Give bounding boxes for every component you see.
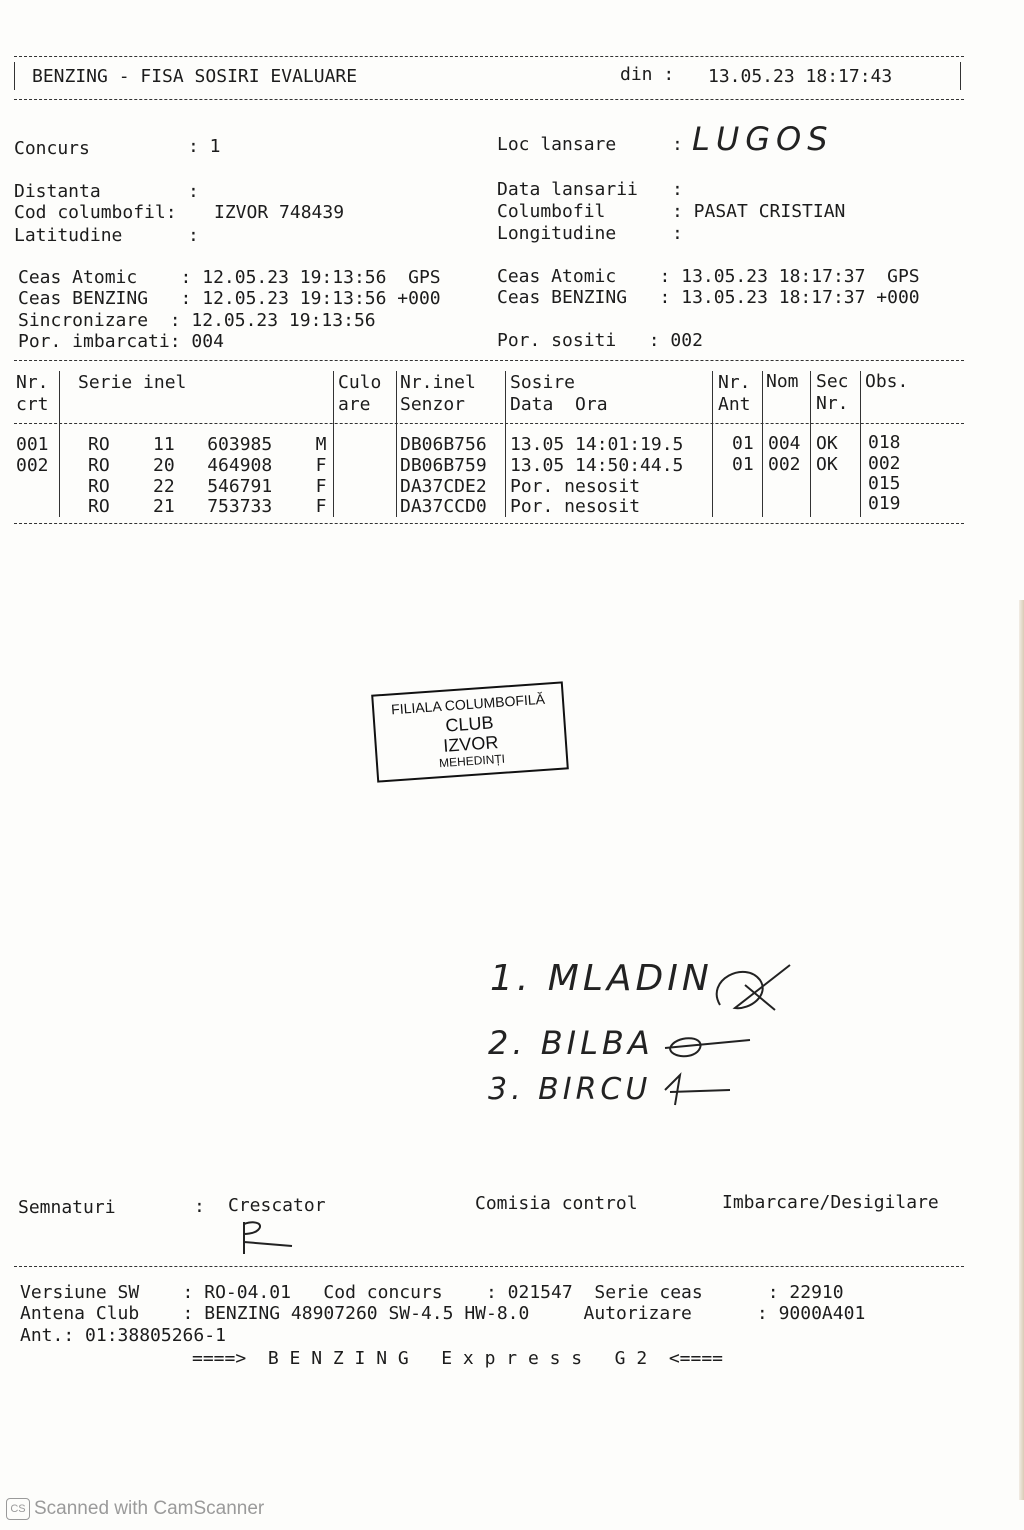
th-obs: Obs.: [865, 371, 909, 392]
cell-serie: RO 21 753733 F: [88, 496, 327, 517]
cell-senzor: DA37CDE2: [400, 476, 487, 497]
header-left-border: [14, 62, 15, 90]
columbofil-label: Columbofil: [497, 201, 606, 222]
col-sep: [333, 371, 334, 517]
th-nr: Nr.: [16, 372, 49, 393]
cell-serie: RO 22 546791 F: [88, 476, 327, 497]
th-serie-inel: Serie inel: [78, 372, 187, 393]
doc-title: BENZING - FISA SOSIRI EVALUARE: [32, 66, 358, 87]
th-sec: Sec: [816, 371, 849, 392]
table-header-border: [14, 423, 964, 424]
date-label: din :: [620, 64, 675, 85]
paper-edge: [1019, 600, 1024, 1500]
stamp-line-3: IZVOR: [442, 732, 499, 756]
cell-obs: 015: [868, 473, 901, 494]
data-lansarii-value: :: [672, 179, 683, 200]
camscanner-text: Scanned with CamScanner: [34, 1498, 265, 1520]
benzing-express-line: ====> B E N Z I N G E x p r e s s G 2 <====: [192, 1348, 724, 1369]
cell-sosire: Por. nesosit: [510, 496, 641, 517]
semnaturi-label: Semnaturi: [18, 1197, 116, 1218]
cell-obs: 019: [868, 493, 901, 514]
loc-lansare-handwritten: LUGOS: [692, 120, 834, 158]
antena-line: Antena Club : BENZING 48907260 SW-4.5 HW-8.0 Autorizare : 9000A401: [20, 1303, 866, 1324]
concurs-value: : 1: [188, 136, 221, 157]
cod-columbofil-value: IZVOR 748439: [214, 202, 345, 223]
distanta-label: Distanta: [14, 181, 101, 202]
longitudine-value: :: [672, 223, 683, 244]
stamp-line-4: MEHEDINȚI: [438, 751, 506, 771]
cell-sosire: Por. nesosit: [510, 476, 641, 497]
header-top-border: [14, 56, 964, 57]
longitudine-label: Longitudine: [497, 223, 617, 244]
cell-sec: OK: [816, 433, 838, 454]
imbarcare-label: Imbarcare/Desigilare: [722, 1192, 939, 1213]
cell-nr: 002: [16, 455, 49, 476]
th-nom: Nom: [766, 371, 799, 392]
left-ceas-benzing: Ceas BENZING : 12.05.23 19:13:56 +000: [18, 288, 441, 309]
cell-nom: 002: [768, 454, 801, 475]
cell-sec: OK: [816, 454, 838, 475]
semnaturi-colon: :: [194, 1196, 205, 1217]
loc-lansare-label: Loc lansare: [497, 134, 617, 155]
cell-senzor: DB06B759: [400, 455, 487, 476]
th-data-ora: Data Ora: [510, 394, 608, 415]
cell-senzor: DB06B756: [400, 434, 487, 455]
th-crt: crt: [16, 394, 49, 415]
crescator-signature: [236, 1218, 300, 1258]
latitudine-value: :: [188, 225, 199, 246]
club-stamp: [371, 681, 569, 782]
handwritten-item-2: 2. BILBA: [488, 1024, 654, 1062]
col-sep: [505, 371, 506, 517]
ant-line: Ant.: 01:38805266-1: [20, 1325, 226, 1346]
th-are: are: [338, 394, 371, 415]
left-ceas-atomic: Ceas Atomic : 12.05.23 19:13:56 GPS: [18, 267, 441, 288]
versiune-line: Versiune SW : RO-04.01 Cod concurs : 021547 Serie ceas : 22910: [20, 1282, 844, 1303]
col-sep: [396, 371, 397, 517]
table-bottom-border: [14, 523, 964, 524]
cell-serie: RO 20 464908 F: [88, 455, 327, 476]
comisia-label: Comisia control: [475, 1193, 638, 1214]
right-ceas-benzing: Ceas BENZING : 13.05.23 18:17:37 +000: [497, 287, 920, 308]
distanta-value: :: [188, 181, 199, 202]
camscanner-logo-icon: CS: [6, 1498, 30, 1520]
cell-nr: 001: [16, 434, 49, 455]
stamp-line-1: FILIALA COLUMBOFILĂ: [390, 690, 546, 718]
loc-lansare-colon: :: [672, 134, 683, 155]
stamp-line-2: CLUB: [444, 712, 495, 736]
crescator-label: Crescator: [228, 1195, 326, 1216]
th-nr-ant: Nr.: [718, 372, 751, 393]
header-right-border: [960, 62, 961, 90]
camscanner-watermark: [6, 1498, 264, 1520]
handwritten-item-1: 1. MLADIN: [490, 958, 713, 999]
cell-obs: 018: [868, 432, 901, 453]
cell-ant: 01: [732, 454, 754, 475]
th-nr-inel: Nr.inel: [400, 372, 476, 393]
columbofil-value: : PASAT CRISTIAN: [672, 201, 846, 222]
data-lansarii-label: Data lansarii: [497, 179, 638, 200]
cell-obs: 002: [868, 453, 901, 474]
cell-sosire: 13.05 14:01:19.5: [510, 434, 684, 455]
cod-columbofil-label: Cod columbofil:: [14, 202, 177, 223]
right-ceas-atomic: Ceas Atomic : 13.05.23 18:17:37 GPS: [497, 266, 920, 287]
col-sep: [762, 371, 763, 517]
th-culo: Culo: [338, 372, 382, 393]
th-ant: Ant: [718, 394, 751, 415]
th-sec-nr: Nr.: [816, 393, 849, 414]
por-imbarcati: Por. imbarcati: 004: [18, 331, 224, 352]
th-senzor: Senzor: [400, 394, 466, 415]
col-sep: [59, 371, 60, 517]
latitudine-label: Latitudine: [14, 225, 123, 246]
footer-border: [14, 1266, 964, 1267]
concurs-label: Concurs: [14, 138, 90, 159]
cell-serie: RO 11 603985 M: [88, 434, 327, 455]
cell-nom: 004: [768, 433, 801, 454]
cell-ant: 01: [732, 433, 754, 454]
cell-senzor: DA37CCD0: [400, 496, 487, 517]
col-sep: [810, 371, 811, 517]
left-sincronizare: Sincronizare : 12.05.23 19:13:56: [18, 310, 376, 331]
date-value: 13.05.23 18:17:43: [708, 66, 893, 87]
th-sosire: Sosire: [510, 372, 576, 393]
col-sep: [712, 371, 713, 517]
handwritten-item-3: 3. BIRCU: [488, 1072, 652, 1107]
por-sositi: Por. sositi : 002: [497, 330, 703, 351]
col-sep: [860, 371, 861, 517]
handwritten-marks: [650, 950, 840, 1110]
header-bottom-border: [14, 99, 964, 100]
table-top-border: [14, 360, 964, 361]
cell-sosire: 13.05 14:50:44.5: [510, 455, 684, 476]
